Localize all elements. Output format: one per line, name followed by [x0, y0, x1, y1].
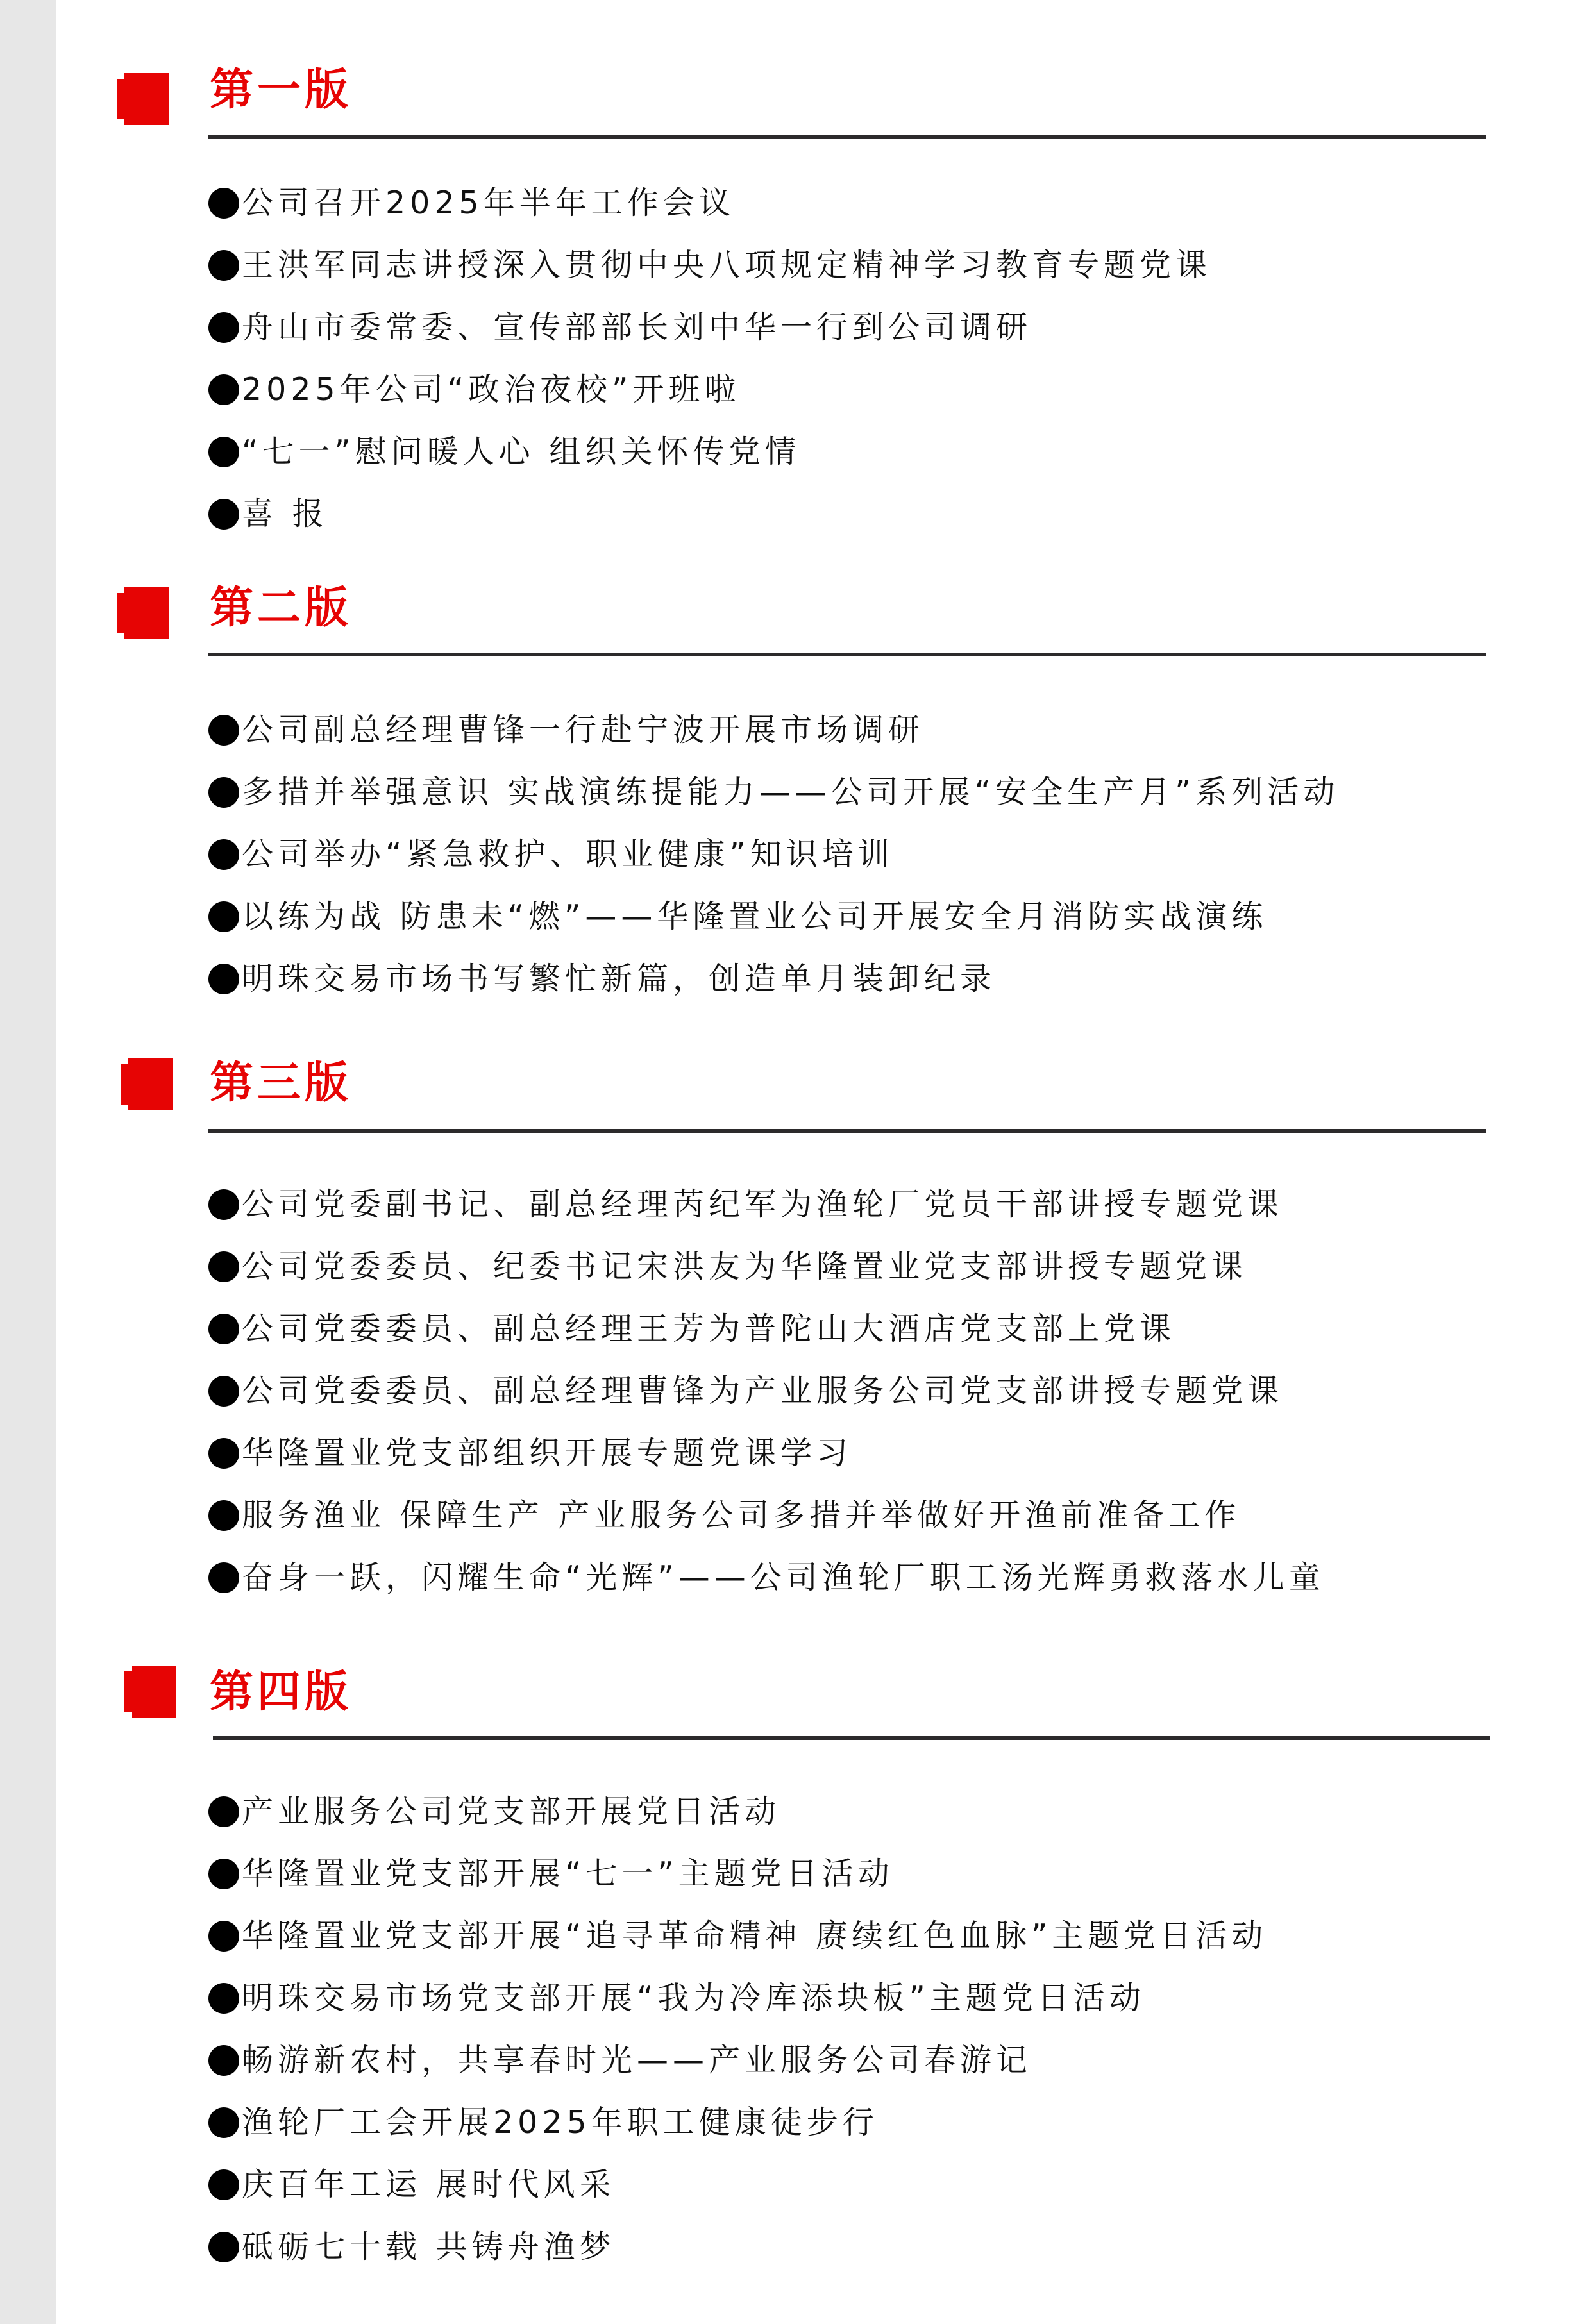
list-item[interactable]	[208, 2029, 1267, 2091]
list-item[interactable]	[208, 1905, 1267, 1967]
article-title: 公司副总经理曹锋一行赴宁波开展市场调研	[242, 712, 925, 748]
list-item[interactable]	[208, 421, 1211, 483]
list-item[interactable]	[208, 1484, 1325, 1546]
bullet-icon	[208, 777, 239, 808]
list-item[interactable]	[208, 483, 1211, 545]
list-item[interactable]	[208, 1843, 1267, 1905]
list-item[interactable]	[208, 1235, 1325, 1298]
article-title: 公司党委委员、副总经理曹锋为产业服务公司党支部讲授专题党课	[242, 1373, 1284, 1409]
article-list	[208, 1780, 1267, 2278]
bullet-icon	[208, 1562, 239, 1593]
list-item[interactable]	[208, 2153, 1267, 2216]
list-item[interactable]	[208, 1298, 1325, 1360]
bullet-icon	[208, 1438, 239, 1469]
article-title: 公司党委委员、副总经理王芳为普陀山大酒店党支部上党课	[242, 1310, 1176, 1347]
article-title: 华隆置业党支部开展“七一”主题党日活动	[242, 1855, 894, 1892]
list-item[interactable]	[208, 1780, 1267, 1843]
bullet-icon	[208, 1796, 239, 1827]
article-title: 多措并举强意识 实战演练提能力——公司开展“安全生产月”系列活动	[242, 774, 1340, 810]
article-title: 服务渔业 保障生产 产业服务公司多措并举做好开渔前准备工作	[242, 1497, 1241, 1534]
article-title: 公司举办“紧急救护、职业健康”知识培训	[242, 836, 894, 873]
article-title: 公司党委副书记、副总经理芮纪军为渔轮厂党员干部讲授专题党课	[242, 1186, 1284, 1223]
bullet-icon	[208, 2232, 239, 2262]
list-item[interactable]	[208, 761, 1339, 823]
article-list	[208, 1173, 1325, 1609]
red-square-marker-icon	[124, 1666, 176, 1718]
article-title: 以练为战 防患未“燃”——华隆置业公司开展安全月消防实战演练	[242, 898, 1268, 935]
article-list	[208, 172, 1211, 545]
list-item[interactable]	[208, 234, 1211, 296]
bullet-icon	[208, 250, 239, 281]
section-title: 第三版	[210, 1058, 353, 1108]
list-item[interactable]	[208, 885, 1339, 948]
bullet-icon	[208, 1376, 239, 1407]
article-title: 砥砺七十载 共铸舟渔梦	[242, 2228, 616, 2265]
list-item[interactable]	[208, 1967, 1267, 2029]
bullet-icon	[208, 1500, 239, 1531]
list-item[interactable]	[208, 948, 1339, 1010]
bullet-icon	[208, 1921, 239, 1952]
list-item[interactable]	[208, 1360, 1325, 1422]
section-title: 第一版	[210, 65, 353, 115]
article-title: 公司党委委员、纪委书记宋洪友为华隆置业党支部讲授专题党课	[242, 1248, 1248, 1285]
bullet-icon	[208, 1251, 239, 1282]
article-title: 渔轮厂工会开展2025年职工健康徒步行	[242, 2104, 879, 2141]
article-title: 庆百年工运 展时代风采	[242, 2166, 616, 2203]
section-divider	[208, 135, 1486, 139]
bullet-icon	[208, 839, 239, 870]
bullet-icon	[208, 499, 239, 530]
bullet-icon	[208, 2107, 239, 2138]
article-title: 华隆置业党支部组织开展专题党课学习	[242, 1435, 853, 1471]
list-item[interactable]	[208, 2216, 1267, 2278]
list-item[interactable]	[208, 296, 1211, 358]
bullet-icon	[208, 2169, 239, 2200]
article-title: 明珠交易市场党支部开展“我为冷库添块板”主题党日活动	[242, 1980, 1145, 2016]
article-title: 产业服务公司党支部开展党日活动	[242, 1793, 781, 1830]
list-item[interactable]	[208, 699, 1339, 761]
bullet-icon	[208, 312, 239, 343]
red-square-marker-icon	[117, 587, 169, 639]
list-item[interactable]	[208, 358, 1211, 421]
list-item[interactable]	[208, 823, 1339, 885]
article-title: 王洪军同志讲授深入贯彻中央八项规定精神学习教育专题党课	[242, 247, 1212, 283]
list-item[interactable]	[208, 1546, 1325, 1609]
bullet-icon	[208, 964, 239, 994]
article-title: 奋身一跃，闪耀生命“光辉”——公司渔轮厂职工汤光辉勇救落水儿童	[242, 1559, 1325, 1596]
section-divider	[208, 653, 1486, 656]
bullet-icon	[208, 1189, 239, 1220]
article-title: 畅游新农村，共享春时光——产业服务公司春游记	[242, 2042, 1032, 2078]
bullet-icon	[208, 2045, 239, 2076]
article-list	[208, 699, 1339, 1010]
bullet-icon	[208, 901, 239, 932]
article-title: 公司召开2025年半年工作会议	[242, 185, 735, 221]
red-square-marker-icon	[117, 73, 169, 125]
bullet-icon	[208, 374, 239, 405]
article-title: 喜 报	[242, 496, 328, 532]
left-margin-strip	[0, 0, 56, 2324]
article-title: “七一”慰问暖人心 组织关怀传党情	[242, 433, 801, 470]
list-item[interactable]	[208, 2091, 1267, 2153]
bullet-icon	[208, 437, 239, 467]
article-title: 华隆置业党支部开展“追寻革命精神 赓续红色血脉”主题党日活动	[242, 1918, 1268, 1954]
bullet-icon	[208, 1314, 239, 1344]
bullet-icon	[208, 1859, 239, 1889]
section-divider	[208, 1129, 1486, 1133]
list-item[interactable]	[208, 172, 1211, 234]
section-divider	[213, 1736, 1490, 1740]
bullet-icon	[208, 1983, 239, 2014]
bullet-icon	[208, 715, 239, 746]
article-title: 明珠交易市场书写繁忙新篇，创造单月装卸纪录	[242, 960, 997, 997]
article-title: 2025年公司“政治夜校”开班啦	[242, 371, 741, 408]
bullet-icon	[208, 188, 239, 219]
section-title: 第四版	[210, 1667, 353, 1718]
section-title: 第二版	[210, 583, 353, 633]
list-item[interactable]	[208, 1173, 1325, 1235]
list-item[interactable]	[208, 1422, 1325, 1484]
article-title: 舟山市委常委、宣传部部长刘中华一行到公司调研	[242, 309, 1032, 346]
red-square-marker-icon	[121, 1058, 173, 1110]
